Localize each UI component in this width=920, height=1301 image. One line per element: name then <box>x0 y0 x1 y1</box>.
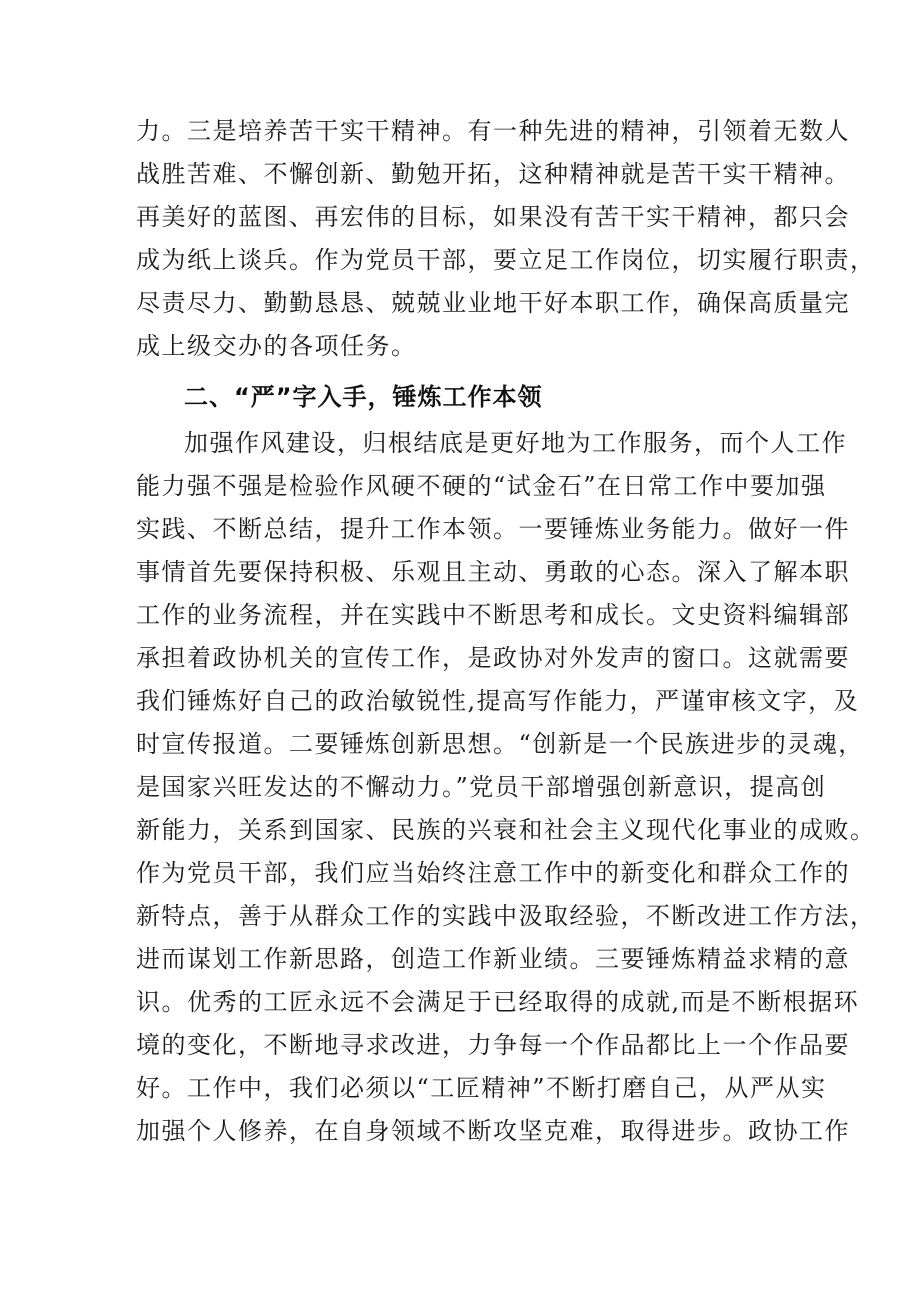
text-line-indented: 加强作风建设，归根结底是更好地为工作服务，而个人工作 <box>184 429 847 457</box>
paragraph-triple-spirit <box>136 110 876 368</box>
text-line: 实践、不断总结，提升工作本领。一要锤炼业务能力。做好一件 <box>136 515 850 543</box>
text-line: 工作的业务流程，并在实践中不断思考和成长。文史资料编辑部 <box>136 601 850 629</box>
text-line: 能力强不强是检验作风硬不硬的“试金石”在日常工作中要加强 <box>136 472 827 500</box>
text-line: 力。三是培养苦干实干精神。有一种先进的精神，引领着无数人 <box>136 117 850 145</box>
text-line: 事情首先要保持积极、乐观且主动、勇敢的心态。深入了解本职 <box>136 558 850 586</box>
text-line: 我们锤炼好自己的政治敏锐性,提高写作能力，严谨审核文字，及 <box>136 687 860 715</box>
section-heading: 二、“严”字入手，锤炼工作本领 <box>184 383 543 411</box>
text-line: 识。优秀的工匠永远不会满足于已经取得的成就,而是不断根据环 <box>136 988 860 1016</box>
text-line: 新能力，关系到国家、民族的兴衰和社会主义现代化事业的成败。 <box>136 816 876 844</box>
text-line: 成上级交办的各项任务。 <box>136 332 417 360</box>
text-line: 成为纸上谈兵。作为党员干部，要立足工作岗位，切实履行职责， <box>136 246 876 274</box>
text-line: 时宣传报道。二要锤炼创新思想。“创新是一个民族进步的灵魂， <box>136 730 864 758</box>
text-line: 好。工作中，我们必须以“工匠精神”不断打磨自己，从严从实 <box>136 1074 827 1102</box>
text-line: 新特点，善于从群众工作的实践中汲取经验，不断改进工作方法， <box>136 902 876 930</box>
text-line: 承担着政协机关的宣传工作，是政协对外发声的窗口。这就需要 <box>136 644 850 672</box>
text-line: 作为党员干部，我们应当始终注意工作中的新变化和群众工作的 <box>136 859 850 887</box>
text-line: 再美好的蓝图、再宏伟的目标，如果没有苦干实干精神，都只会 <box>136 203 850 231</box>
text-line: 战胜苦难、不懈创新、勤勉开拓，这种精神就是苦干实干精神。 <box>136 160 850 188</box>
text-line: 进而谋划工作新思路，创造工作新业绩。三要锤炼精益求精的意 <box>136 945 850 973</box>
text-line: 是国家兴旺发达的不懈动力。”党员干部增强创新意识，提高创 <box>136 773 827 801</box>
paragraph-work-skills <box>136 422 876 1153</box>
text-line: 尽责尽力、勤勤恳恳、兢兢业业地干好本职工作，确保高质量完 <box>136 289 850 317</box>
text-line: 境的变化，不断地寻求改进，力争每一个作品都比上一个作品要 <box>136 1031 850 1059</box>
text-line: 加强个人修养，在自身领域不断攻坚克难，取得进步。政协工作 <box>136 1117 850 1145</box>
